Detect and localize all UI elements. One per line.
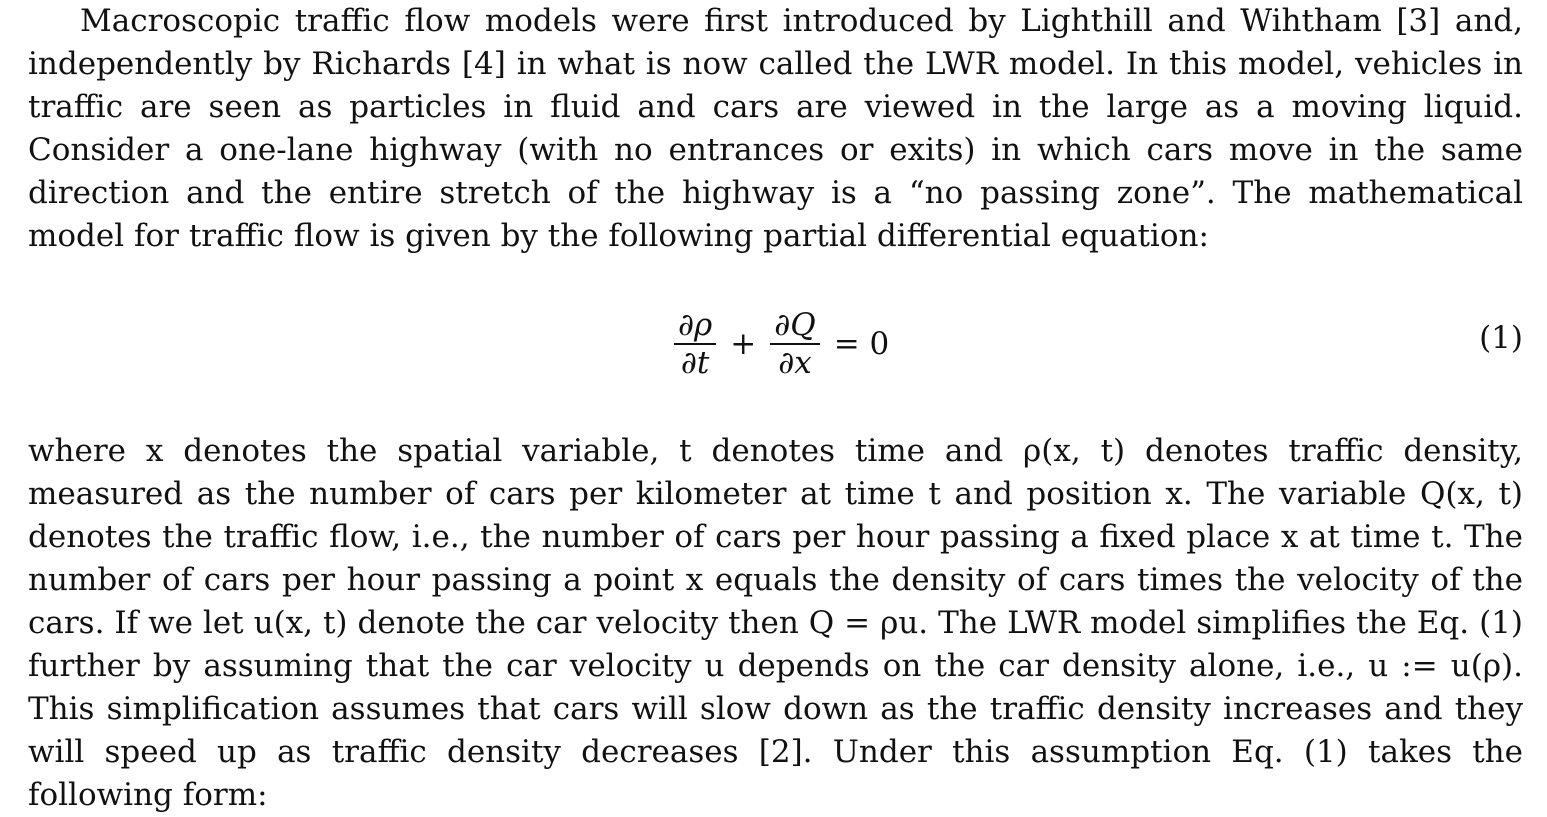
plus-operator: + (730, 326, 757, 362)
fraction-numerator: ∂ρ (678, 307, 713, 343)
fraction-denominator: ∂x (778, 345, 812, 381)
fraction-numerator: ∂Q (774, 307, 816, 343)
equals-zero: = 0 (833, 326, 890, 362)
partial-rho-over-t-fraction (674, 307, 716, 381)
equation-number: (1) (1479, 320, 1523, 356)
intro-paragraph: Macroscopic traffic flow models were first introduced by Lighthill and Wihtham [3] and, independently by Richards [4] in what is now called the LWR model. In this model, vehicles in traffic are seen as particles in fluid and cars are viewed in the large as a moving liquid. Consider a one-lane highway (with no entrances or exits) in which cars move in the same direction and the entire stretch of the highway is a “no passing zone”. The mathematical model for traffic flow is given by the following partial differential equation: (28, 3, 1523, 254)
equation-body (668, 302, 897, 386)
document-page (28, 0, 1523, 817)
partial-q-over-x-fraction (770, 307, 819, 381)
equation-1 (28, 258, 1523, 430)
fraction-denominator: ∂t (680, 345, 710, 381)
explanation-paragraph: where x denotes the spatial variable, t denotes time and ρ(x, t) denotes traffic density, measured as the number of cars per kilometer at time t and position x. The variable Q(x, t) denotes the traffic flow, i.e., the number of cars per hour passing a fixed place x at time t. The number of cars per hour passing a point x equals the density of cars times the velocity of the cars. If we let u(x, t) denote the car velocity then Q = ρu. The LWR model simplifies the Eq. (1) further by assuming that the car velocity u depends on the car density alone, i.e., u := u(ρ). This simplification assumes that cars will slow down as the traffic density increases and they will speed up as traffic density decreases [2]. Under this assumption Eq. (1) takes the following form: (28, 433, 1524, 813)
